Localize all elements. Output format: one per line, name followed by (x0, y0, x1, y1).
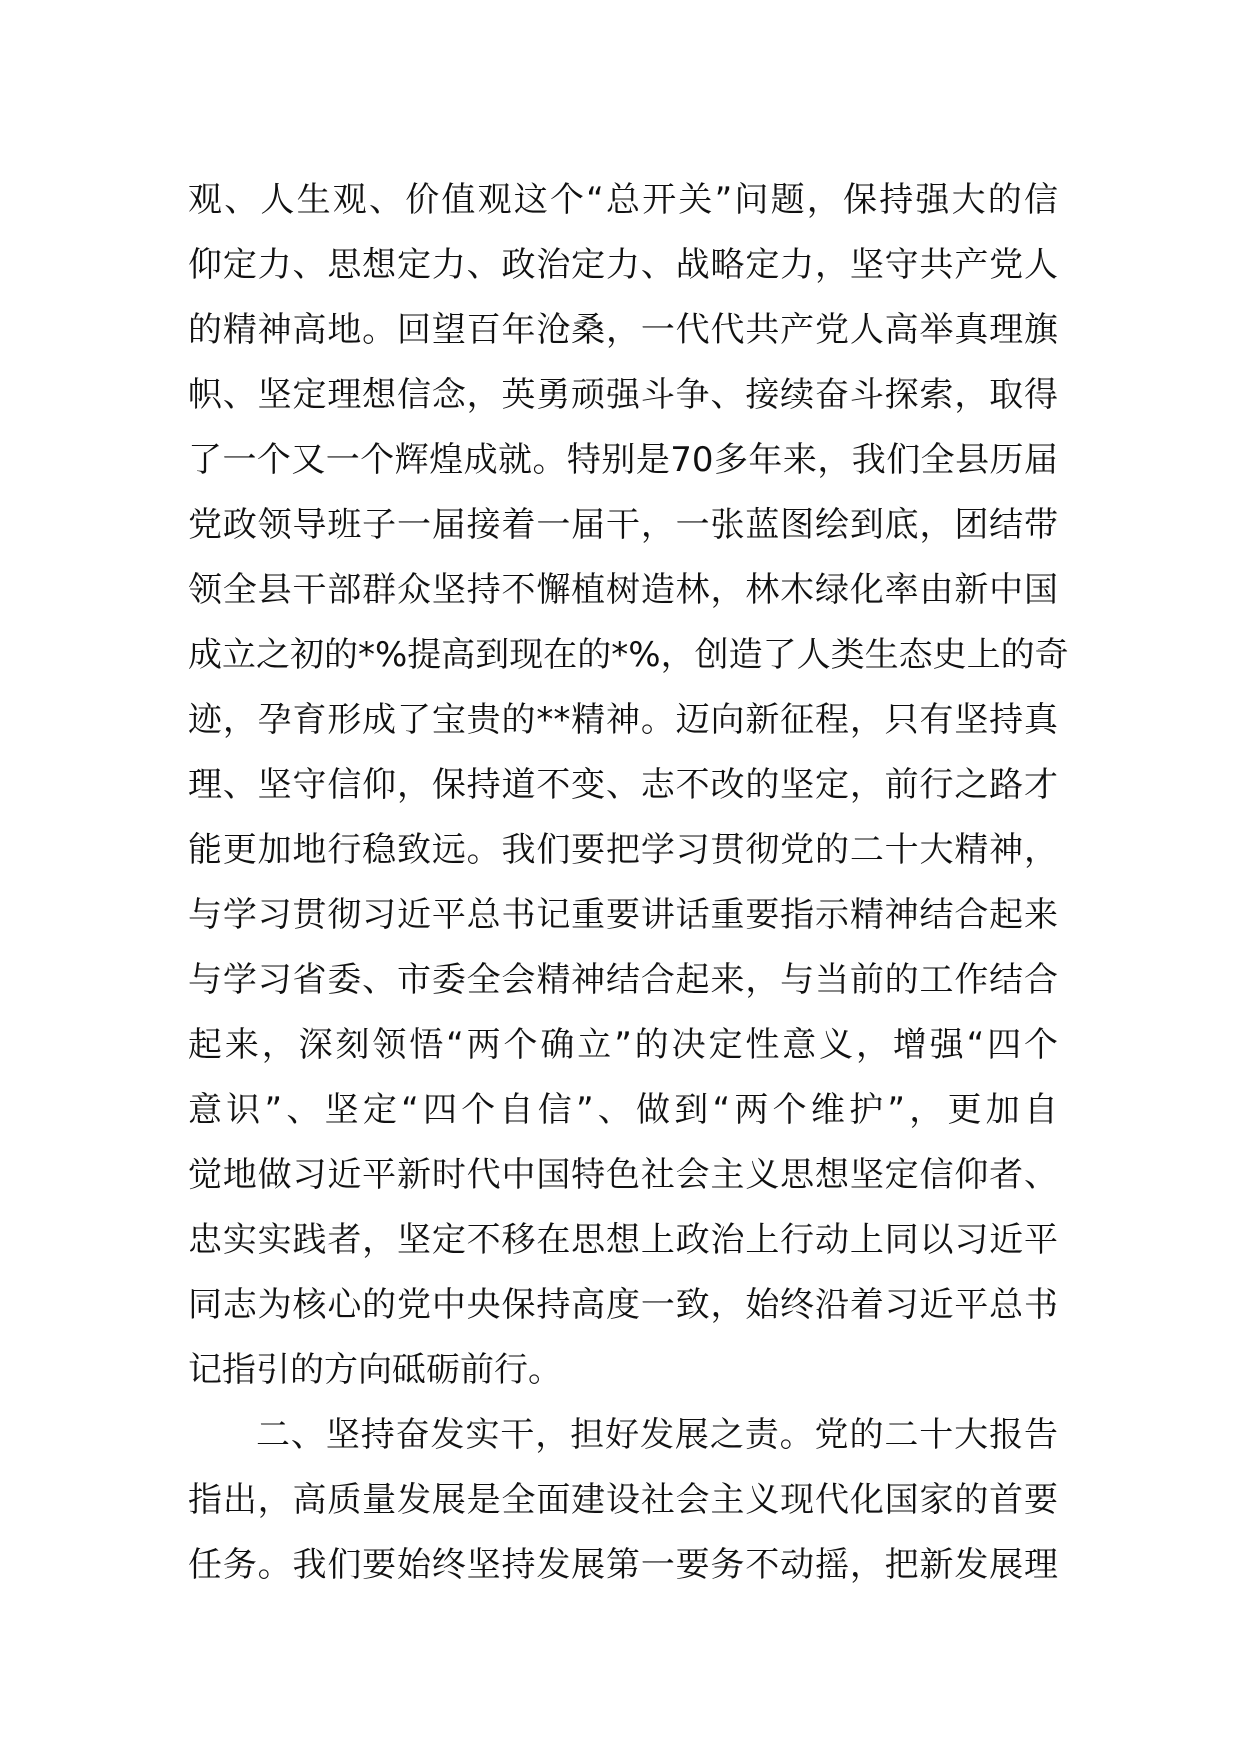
text-line: 党政领导班子一届接着一届干，一张蓝图绘到底，团结带 (188, 505, 1058, 545)
text-line: 的精神高地。回望百年沧桑，一代代共产党人高举真理旗 (188, 310, 1058, 350)
text-line: 与学习省委、市委全会精神结合起来，与当前的工作结合 (188, 960, 1058, 1000)
text-line: 观、人生观、价值观这个“总开关”问题，保持强大的信 (188, 180, 1058, 220)
text-line: 意识”、坚定“四个自信”、做到“两个维护”，更加自 (188, 1090, 1058, 1130)
text-line: 忠实实践者，坚定不移在思想上政治上行动上同以习近平 (188, 1220, 1058, 1260)
text-line: 觉地做习近平新时代中国特色社会主义思想坚定信仰者、 (188, 1155, 1058, 1195)
text-line: 领全县干部群众坚持不懈植树造林，林木绿化率由新中国 (188, 570, 1058, 610)
text-line: 仰定力、思想定力、政治定力、战略定力，坚守共产党人 (188, 245, 1058, 285)
text-line: 理、坚守信仰，保持道不变、志不改的坚定，前行之路才 (188, 765, 1058, 805)
text-line: 成立之初的*%提高到现在的*%，创造了人类生态史上的奇 (188, 635, 1069, 675)
section-heading-line: 二、坚持奋发实干，担好发展之责。党的二十大报告 (256, 1415, 1058, 1455)
paragraph-end-line: 记指引的方向砥砺前行。 (188, 1350, 562, 1390)
text-line: 帜、坚定理想信念，英勇顽强斗争、接续奋斗探索，取得 (188, 375, 1058, 415)
text-line: 起来，深刻领悟“两个确立”的决定性意义，增强“四个 (188, 1025, 1058, 1065)
text-line: 了一个又一个辉煌成就。特别是70多年来，我们全县历届 (188, 440, 1058, 480)
text-line: 任务。我们要始终坚持发展第一要务不动摇，把新发展理 (188, 1545, 1058, 1585)
text-line: 与学习贯彻习近平总书记重要讲话重要指示精神结合起来 (188, 895, 1058, 935)
text-line: 指出，高质量发展是全面建设社会主义现代化国家的首要 (188, 1480, 1058, 1520)
text-line: 迹，孕育形成了宝贵的**精神。迈向新征程，只有坚持真 (188, 700, 1058, 740)
text-line: 能更加地行稳致远。我们要把学习贯彻党的二十大精神， (188, 830, 1058, 870)
text-line: 同志为核心的党中央保持高度一致，始终沿着习近平总书 (188, 1285, 1058, 1325)
body-text (188, 168, 1069, 1598)
